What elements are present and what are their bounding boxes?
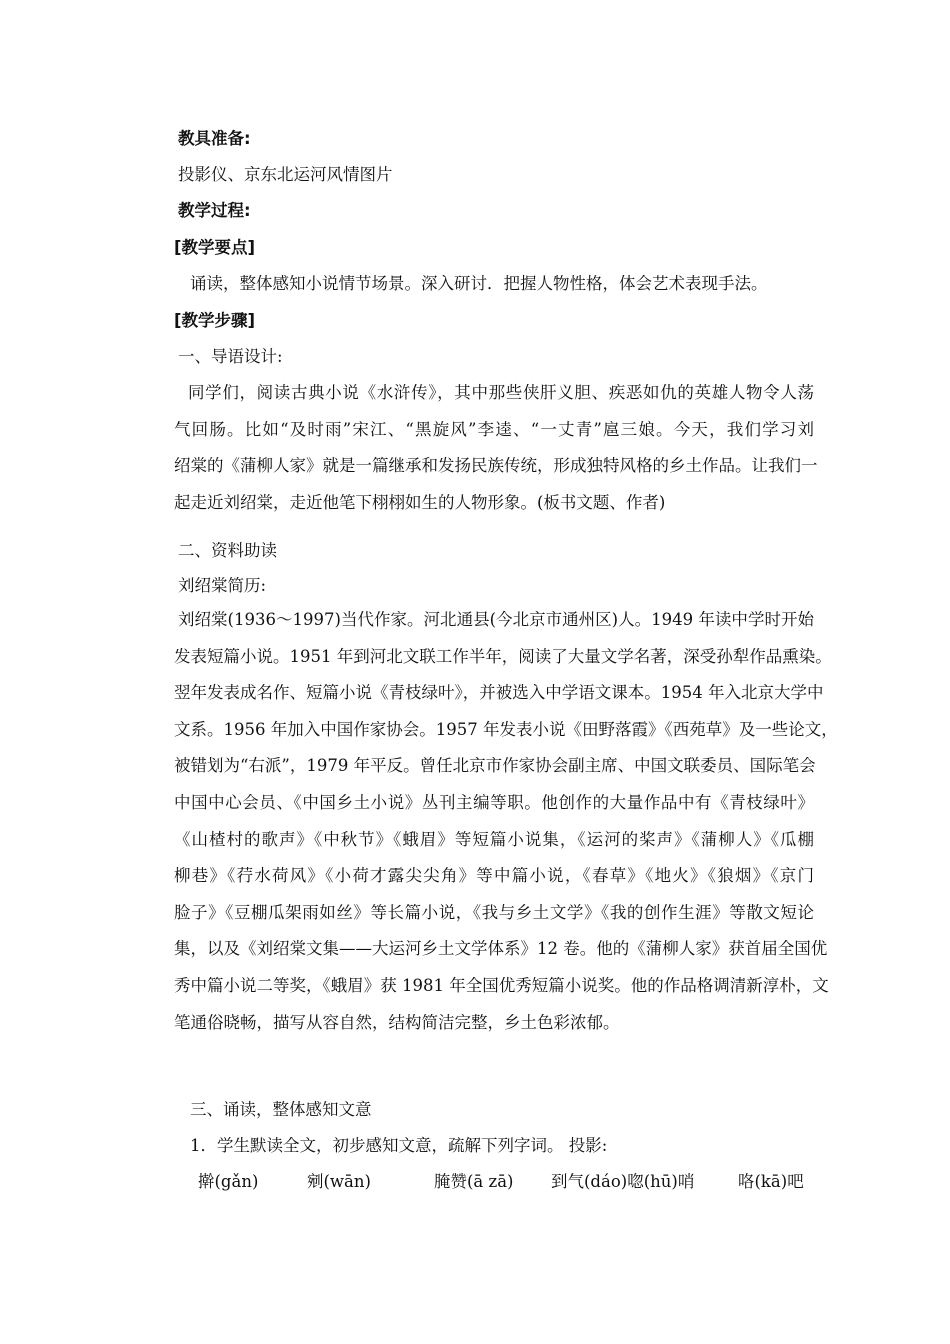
bio-title: 刘绍棠简历: xyxy=(178,576,267,595)
pinyin-word: 擀(gǎn) xyxy=(198,1172,259,1191)
bio-line: 被错划为“右派”，1979 年平反。曾任北京市作家协会副主席、中国文联委员、国际笔会 xyxy=(174,756,816,776)
intro-line: 气回肠。比如“及时雨”宋江、“黑旋风”李逵、“一丈青”扈三娘。今天，我们学习刘 xyxy=(174,419,814,439)
intro-line: 起走近刘绍棠，走近他笔下栩栩如生的人物形象。(板书文题、作者) xyxy=(174,492,666,512)
bio-line: 发表短篇小说。1951 年到河北文联工作半年，阅读了大量文学名著，深受孙犁作品熏染。 xyxy=(174,646,832,666)
pinyin-word: 咯(kā)吧 xyxy=(738,1172,804,1191)
section-1-title: 一、导语设计: xyxy=(178,347,283,366)
teaching-points-text: 诵读，整体感知小说情节场景。深入研讨．把握人物性格，体会艺术表现手法。 xyxy=(190,274,768,293)
bio-line: 刘绍棠(1936～1997)当代作家。河北通县(今北京市通州区)人。1949 年读中学时开始 xyxy=(178,610,814,629)
bio-line: 集，以及《刘绍棠文集——大运河乡土文学体系》12 卷。他的《蒲柳人家》获首届全国优 xyxy=(174,939,828,959)
bio-line: 脸子》《豆棚瓜架雨如丝》等长篇小说，《我与乡土文学》《我的创作生涯》等散文短论 xyxy=(174,902,814,922)
heading-teaching-steps: [教学步骤] xyxy=(174,311,256,330)
bio-line: 秀中篇小说二等奖，《蛾眉》获 1981 年全国优秀短篇小说奖。他的作品格调清新淳朴，文 xyxy=(174,975,829,995)
teaching-aids-text: 投影仪、京东北运河风情图片 xyxy=(178,165,393,184)
bio-paragraph xyxy=(174,602,838,1041)
heading-teaching-process: 教学过程: xyxy=(178,201,251,220)
intro-paragraph xyxy=(174,375,818,521)
intro-line: 绍棠的《蒲柳人家》就是一篇继承和发扬民族传统，形成独特风格的乡土作品。让我们一 xyxy=(174,456,818,476)
section-2-title: 二、资料助读 xyxy=(178,541,277,560)
pinyin-word: 腌赞(ā zā) xyxy=(434,1172,514,1191)
heading-teaching-points: [教学要点] xyxy=(174,238,256,257)
pinyin-word: 到气(dáo)唿(hū)哨 xyxy=(551,1172,695,1191)
section-3-item-1: 1．学生默读全文，初步感知文意，疏解下列字词。 投影: xyxy=(190,1136,608,1155)
bio-line: 《山楂村的歌声》《中秋节》《蛾眉》等短篇小说集，《运河的桨声》《蒲柳人》《瓜棚 xyxy=(174,829,814,849)
bio-line: 柳巷》《荇水荷风》《小荷才露尖尖角》等中篇小说，《春草》《地火》《狼烟》《京门 xyxy=(174,866,814,886)
heading-teaching-aids: 教具准备: xyxy=(178,129,251,148)
bio-line: 翌年发表成名作、短篇小说《青枝绿叶》，并被选入中学语文课本。1954 年入北京大学中 xyxy=(174,683,824,703)
bio-line: 中国中心会员、《中国乡土小说》丛刊主编等职。他创作的大量作品中有《青枝绿叶》 xyxy=(174,792,814,812)
section-3-title: 三、诵读，整体感知文意 xyxy=(190,1100,372,1119)
bio-line: 笔通俗晓畅，描写从容自然，结构简洁完整，乡土色彩浓郁。 xyxy=(174,1012,620,1032)
pinyin-word: 剜(wān) xyxy=(307,1172,371,1191)
bio-line: 文系。1956 年加入中国作家协会。1957 年发表小说《田野落霞》《西苑草》及一些论文， xyxy=(174,719,838,739)
intro-line: 同学们，阅读古典小说《水浒传》，其中那些侠肝义胆、疾恶如仇的英雄人物令人荡 xyxy=(188,383,814,402)
